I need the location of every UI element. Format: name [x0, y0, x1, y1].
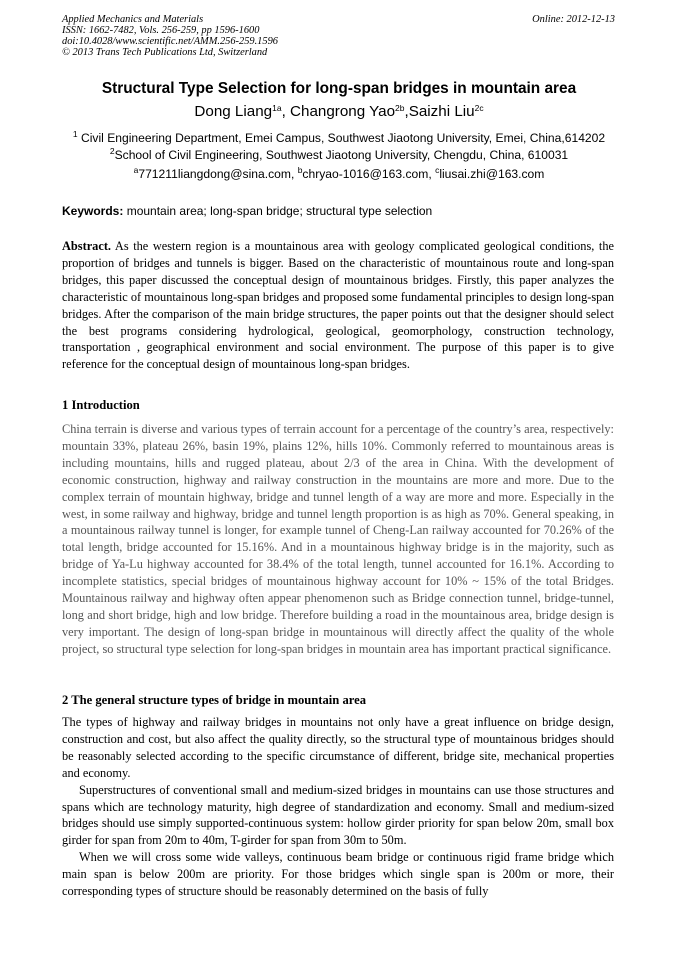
affiliation-sup: 1	[72, 129, 78, 139]
email-link[interactable]: liusai.zhi@163.com	[439, 167, 545, 181]
affiliation-1	[40, 131, 638, 145]
email-link[interactable]: chryao-1016@163.com	[302, 167, 429, 181]
affiliation-text: School of Civil Engineering, Southwest Jiaotong University, Chengdu, China, 610031	[114, 148, 569, 162]
abstract-label: Abstract.	[62, 239, 112, 253]
author-sup: 2c	[474, 103, 484, 113]
keywords	[62, 204, 622, 218]
abstract-text: As the western region is a mountainous area with geology complicated geological conditions, the proportion of bridges and tunnels is bigger. Based on the characteristic of mountainous route and long-span bridges, this paper discussed the conceptual design of mountainous bridges. Firstly, this paper analyzes the characteristic of mountainous long-span bridges and proposed some fundamental principles to design long-span bridges. After the comparison of the main bridge structures, the paper points out that the designer should select the best programs considering hydrological, geological, geomorphology, construction technology, transportation , geographical environment and social environment. The purpose of this paper is to give reference for the conceptual design of mountainous long-span bridges.	[62, 239, 614, 372]
section-2-paragraph: Superstructures of conventional small and medium-sized bridges in mountains can use those structures and spans which are technology maturity, high degree of standardization and economy. Small and medium-sized bridges should use simply supported-continuous system: hollow girder priority for span below 20m, small box girder for span from 20m to 40m, T-girder for span from 30m to 50m.	[62, 782, 614, 848]
email-link[interactable]: 771211liangdong@sina.com	[138, 167, 291, 181]
affiliation-text: Civil Engineering Department, Emei Campus, Southwest Jiaotong University, Emei, China,614202	[81, 131, 606, 145]
keywords-label: Keywords:	[62, 204, 124, 218]
online-date: Online: 2012-12-13	[532, 14, 615, 25]
copyright-line: © 2013 Trans Tech Publications Ltd, Switzerland	[62, 47, 268, 58]
author-name: Dong Liang	[194, 103, 273, 120]
email-sup: a	[133, 165, 139, 175]
section-2-body	[62, 714, 614, 900]
doi-line: doi:10.4028/www.scientific.net/AMM.256-259.1596	[62, 36, 278, 47]
author-name: Changrong Yao	[290, 103, 396, 120]
issn-line: ISSN: 1662-7482, Vols. 256-259, pp 1596-1600	[62, 25, 260, 36]
author-name: Saizhi Liu	[408, 103, 475, 120]
abstract	[62, 238, 614, 373]
affiliation-2	[40, 148, 638, 162]
email-sup: c	[435, 165, 440, 175]
author-sup: 2b	[395, 103, 405, 113]
keywords-text: mountain area; long-span bridge; structural type selection	[126, 204, 433, 218]
section-heading-structure-types: 2 The general structure types of bridge in mountain area	[62, 693, 366, 707]
section-2-paragraph: The types of highway and railway bridges in mountains not only have a great influence on bridge design, construction and cost, but also affect the quality directly, so the structural type of mountainous bridges should be reasonably selected according to the specific circumstance of different, bridge site, mechanical properties and economy.	[62, 715, 614, 780]
section-2-paragraph: When we will cross some wide valleys, continuous beam bridge or continuous rigid frame bridge which main span is below 200m are priority. For those bridges which single span is 200m or more, their corresponding types of structure should be reasonably determined on the basis of fully	[62, 850, 614, 899]
section-heading-introduction: 1 Introduction	[62, 398, 140, 412]
affiliation-sup: 2	[109, 146, 115, 156]
author-sup: 1a	[272, 103, 282, 113]
email-line: $^a$771211liangdong@sina.com, $^b$chryao-1016@163.com, $^c$liusai.zhi@163.com	[133, 165, 545, 181]
email-sup: b	[297, 165, 303, 175]
paper-title: Structural Type Selection for long-span bridges in mountain area	[101, 80, 577, 97]
introduction-paragraph: China terrain is diverse and various types of terrain account for a percentage of the country’s area, respectively: mountain 33%, plateau 26%, basin 19%, plains 12%, hills 10%. Commonly referred to mountainous areas is including mountains, hills and rugged plateau, about 2/3 of the area in China. With the development of economic construction, highway and railway construction in the mountains are more and more. Due to the complex terrain of mountain highway, bridge and tunnel length of a way are more and more. Especially in the west, in some railway and highway, bridge and tunnel length proportion is as high as 70%. General speaking, in a mountainous railway tunnel is longer, for example tunnel of Cheng-Lan railway accounted for 70.26% of the total length, bridge accounted for 15.16%. And in a mountainous highway bridge is in the majority, such as bridge of Ya-Lu highway accounted for 38.4% of the total length, tunnel accounted for 16.1%. According to incomplete statistics, special bridges of mountainous highway account for 10% ~ 15% of the total Bridges. Mountainous railway and highway often appear phenomenon such as Bridge connection tunnel, bridge-tunnel, long and short bridge, high and low bridge. Therefore building a road in the mountainous area, bridge design is very important. The design of long-span bridge in mountainous will directly affect the quality of the whole project, so structural type selection for long-span bridges in mountain area has important practical significance.	[62, 422, 614, 656]
author-line: Dong Liang$^{1a}$, Changrong Yao$^{2b}$,Saizhi Liu$^{2c}$	[194, 103, 484, 120]
journal-name: Applied Mechanics and Materials	[62, 14, 204, 25]
journal-header	[62, 14, 482, 58]
